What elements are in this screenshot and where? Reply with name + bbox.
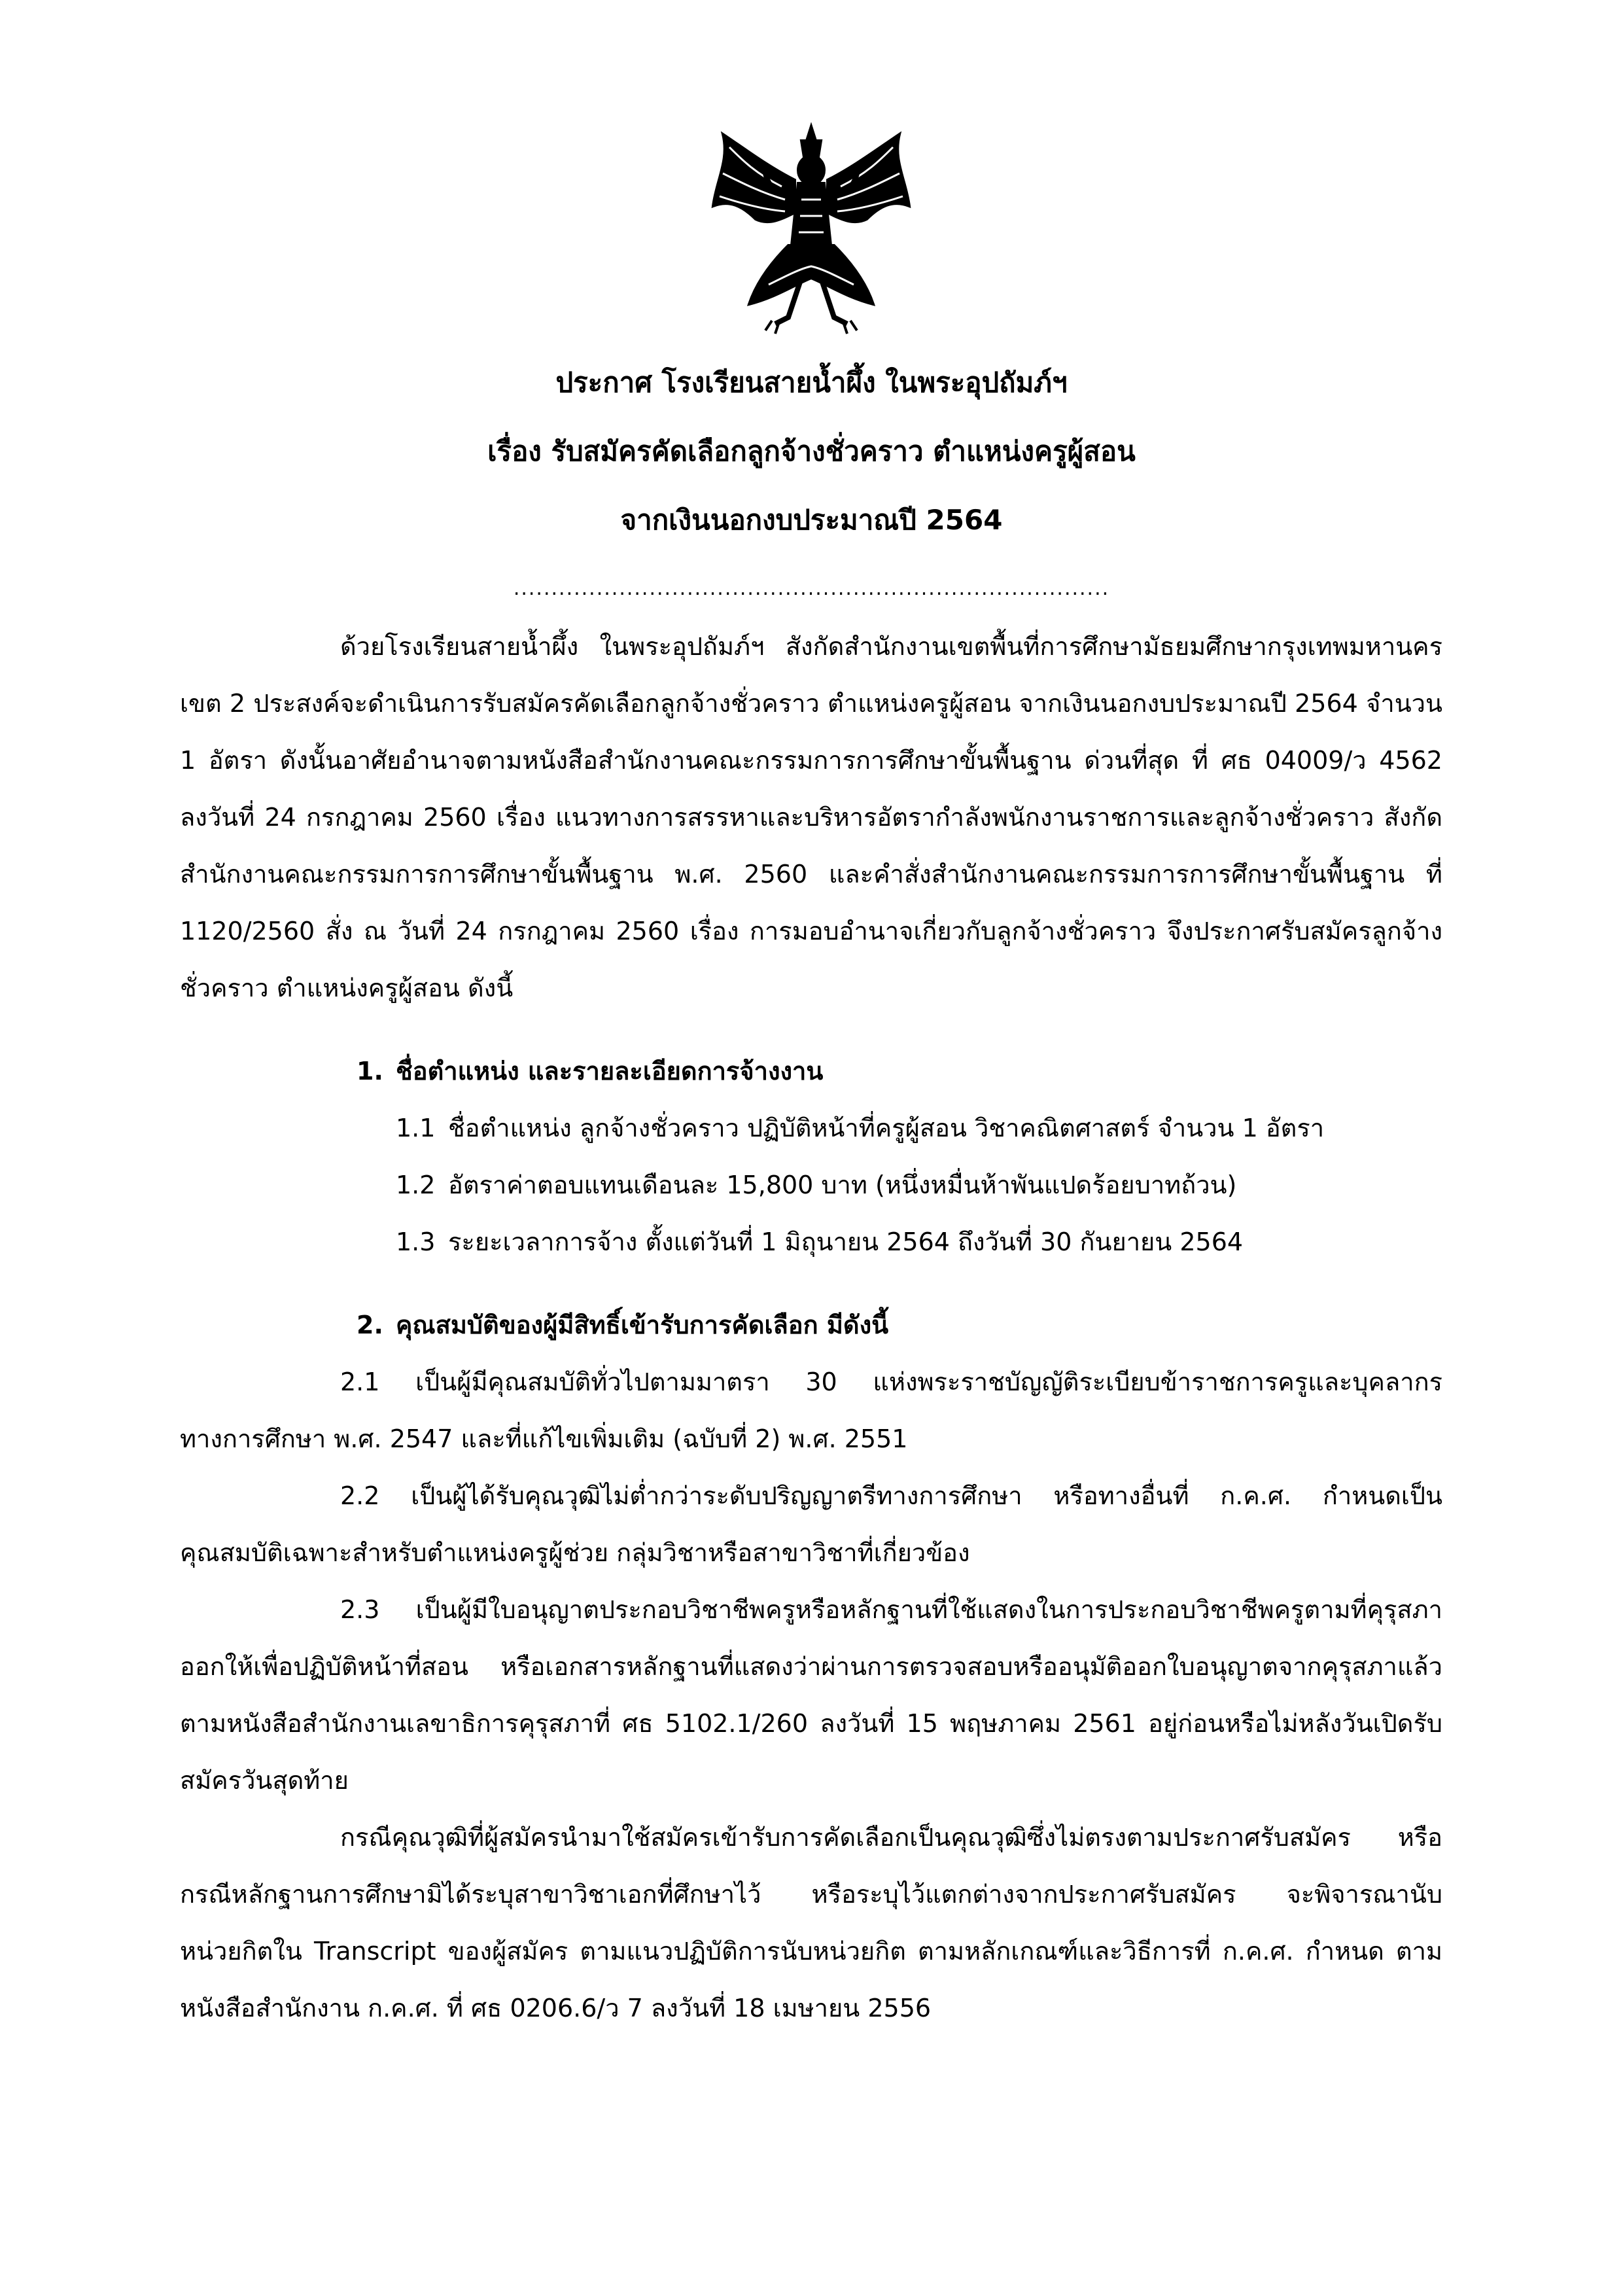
section-1-number: 1. xyxy=(357,1057,383,1086)
qualification-paragraph: 2.3 เป็นผู้มีใบอนุญาตประกอบวิชาชีพครูหรือหลักฐานที่ใช้แสดงในการประกอบวิชาชีพครูตามที่คุรุสภาออกให้เพื่อปฏิบัติหน้าที่สอน หรือเอกสารหลักฐานที่แสดงว่าผ่านการตรวจสอบหรืออนุมัติออกใบอนุญาตจากคุรุสภาแล้ว ตามหนังสือสำนักงานเลขาธิการคุรุสภาที่ ศธ 5102.1/260 ลงวันที่ 15 พฤษภาคม 2561 อยู่ก่อนหรือไม่หลังวันเปิดรับสมัครวันสุดท้าย xyxy=(180,1595,1442,1795)
item-number: 1.2 xyxy=(396,1171,436,1199)
list-item xyxy=(180,1214,1442,1271)
announcement-subject: เรื่อง รับสมัครคัดเลือกลูกจ้างชั่วคราว ตำแหน่งครูผู้สอน xyxy=(487,435,1136,467)
separator-dots: ............................................................................... xyxy=(513,577,1110,600)
qualification-paragraph: 2.2 เป็นผู้ได้รับคุณวุฒิไม่ต่ำกว่าระดับปริญญาตรีทางการศึกษา หรือทางอื่นที่ ก.ค.ศ. กำหนดเป็นคุณสมบัติเฉพาะสำหรับตำแหน่งครูผู้ช่วย กลุ่มวิชาหรือสาขาวิชาที่เกี่ยวข้อง xyxy=(180,1481,1442,1567)
item-number: 1.3 xyxy=(396,1227,436,1256)
item-text: ระยะเวลาการจ้าง ตั้งแต่วันที่ 1 มิถุนายน 2564 ถึงวันที่ 30 กันยายน 2564 xyxy=(448,1227,1244,1256)
qualification-paragraph: 2.1 เป็นผู้มีคุณสมบัติทั่วไปตามมาตรา 30 แห่งพระราชบัญญัติระเบียบข้าราชการครูและบุคลากรทางการศึกษา พ.ศ. 2547 และที่แก้ไขเพิ่มเติม (ฉบับที่ 2) พ.ศ. 2551 xyxy=(180,1368,1442,1453)
announcement-budget-line: จากเงินนอกงบประมาณปี 2564 xyxy=(620,504,1003,536)
qualification-paragraph: กรณีคุณวุฒิที่ผู้สมัครนำมาใช้สมัครเข้ารับการคัดเลือกเป็นคุณวุฒิซึ่งไม่ตรงตามประกาศรับสมัคร หรือกรณีหลักฐานการศึกษามิได้ระบุสาขาวิชาเอกที่ศึกษาไว้ หรือระบุไว้แตกต่างจากประกาศรับสมัคร จะพิจารณานับหน่วยกิตใน Transcript ของผู้สมัคร ตามแนวปฏิบัติการนับหน่วยกิต ตามหลักเกณฑ์และวิธีการที่ ก.ค.ศ. กำหนด ตามหนังสือสำนักงาน ก.ค.ศ. ที่ ศธ 0206.6/ว 7 ลงวันที่ 18 เมษายน 2556 xyxy=(180,1823,1442,2022)
document-body xyxy=(180,618,1442,2037)
item-text: อัตราค่าตอบแทนเดือนละ 15,800 บาท (หนึ่งหมื่นห้าพันแปดร้อยบาทถ้วน) xyxy=(448,1171,1237,1199)
section-1-heading xyxy=(180,1043,1442,1100)
section-1-title: ชื่อตำแหน่ง และรายละเอียดการจ้างงาน xyxy=(396,1057,824,1086)
list-item xyxy=(180,1100,1442,1157)
list-item xyxy=(180,1157,1442,1214)
announcement-title: ประกาศ โรงเรียนสายน้ำผึ้ง ในพระอุปถัมภ์ฯ xyxy=(555,366,1068,398)
section-2-title: คุณสมบัติของผู้มีสิทธิ์เข้ารับการคัดเลือก มีดังนี้ xyxy=(396,1311,889,1339)
garuda-emblem-icon xyxy=(703,121,919,337)
item-text: ชื่อตำแหน่ง ลูกจ้างชั่วคราว ปฏิบัติหน้าที่ครูผู้สอน วิชาคณิตศาสตร์ จำนวน 1 อัตรา xyxy=(448,1114,1325,1142)
intro-paragraph: ด้วยโรงเรียนสายน้ำผึ้ง ในพระอุปถัมภ์ฯ สังกัดสำนักงานเขตพื้นที่การศึกษามัธยมศึกษากรุงเทพมหานคร เขต 2 ประสงค์จะดำเนินการรับสมัครคัดเลือกลูกจ้างชั่วคราว ตำแหน่งครูผู้สอน จากเงินนอกงบประมาณปี 2564 จำนวน 1 อัตรา ดังนั้นอาศัยอำนาจตามหนังสือสำนักงานคณะกรรมการการศึกษาขั้นพื้นฐาน ด่วนที่สุด ที่ ศธ 04009/ว 4562 ลงวันที่ 24 กรกฎาคม 2560 เรื่อง แนวทางการสรรหาและบริหารอัตรากำลังพนักงานราชการและลูกจ้างชั่วคราว สังกัดสำนักงานคณะกรรมการการศึกษาขั้นพื้นฐาน พ.ศ. 2560 และคำสั่งสำนักงานคณะกรรมการการศึกษาขั้นพื้นฐาน ที่ 1120/2560 สั่ง ณ วันที่ 24 กรกฎาคม 2560 เรื่อง การมอบอำนาจเกี่ยวกับลูกจ้างชั่วคราว จึงประกาศรับสมัครลูกจ้างชั่วคราว ตำแหน่งครูผู้สอน ดังนี้ xyxy=(180,632,1442,1002)
item-number: 1.1 xyxy=(396,1114,436,1142)
section-2-number: 2. xyxy=(357,1311,383,1339)
section-2-heading xyxy=(180,1297,1442,1354)
